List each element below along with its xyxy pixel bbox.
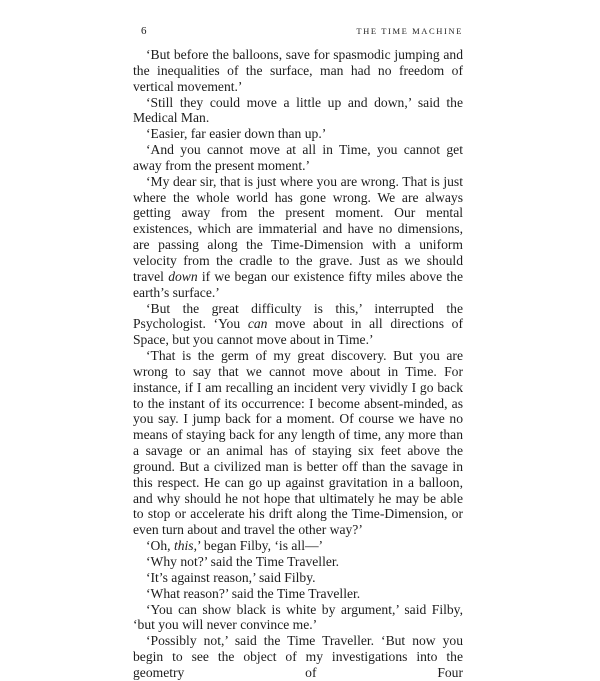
running-title: THE TIME MACHINE	[356, 26, 463, 36]
paragraph	[133, 301, 463, 349]
text-run: ‘It’s against reason,’ said Filby.	[146, 569, 316, 585]
paragraph	[133, 602, 463, 634]
text-run: if we began our existence fifty miles above the earth’s surface.’	[133, 268, 464, 300]
text-run: ‘But the great difficulty is this,’ interrupted the Psychologist. ‘You	[133, 300, 463, 332]
emphasized-text: can	[247, 316, 268, 332]
paragraph	[133, 538, 463, 554]
text-run: ‘That is the germ of my great discovery. But you are wrong to say that we cannot move about in Time. For instance, if I am recalling an incident very vividly I go back to the instant of its occurrence: I become absent-minded, as you say. I jump back for a moment. Of course we have no means of staying back for any length of time, any more than a savage or an animal has of staying six feet above the ground. But a civilized man is better off than the savage in this respect. He can go up against gravitation in a balloon, and why should he not hope that ultimately he may be able to stop or accelerate his drift along the Time-Dimension, or even turn about and travel the other way?’	[133, 348, 463, 538]
paragraph	[133, 348, 463, 538]
book-page	[133, 0, 464, 680]
paragraph	[133, 142, 463, 174]
text-run: ‘Still they could move a little up and down,’ said the Medical Man.	[133, 94, 463, 126]
paragraph	[133, 95, 463, 127]
text-run: ‘What reason?’ said the Time Traveller.	[146, 585, 361, 601]
text-run: ‘Easier, far easier down than up.’	[146, 126, 327, 142]
running-head	[133, 24, 463, 38]
paragraph	[133, 570, 463, 586]
text-run: ‘My dear sir, that is just where you are wrong. That is just where the whole world has gone wrong. We are always getting away from the present moment. Our mental existences, which are immaterial and have no dimensions, are passing along the Time-Dimension with a uniform velocity from the cradle to the grave. Just as we should travel	[133, 173, 463, 284]
page-number: 6	[141, 25, 147, 37]
emphasized-text: down	[168, 268, 198, 284]
text-run: ‘And you cannot move at all in Time, you cannot get away from the present moment.’	[133, 142, 463, 173]
text-run: ‘Possibly not,’ said the Time Traveller. ‘But now you begin to see the object of my investigations into the geometry of Four	[133, 633, 463, 680]
body-text	[133, 47, 463, 681]
text-run: ‘You can show black is white by argument,’ said Filby, ‘but you will never convince me.’	[133, 601, 463, 633]
paragraph	[133, 633, 463, 681]
paragraph	[133, 554, 463, 570]
text-run: move about in all directions of Space, but you cannot move about in Time.’	[133, 316, 463, 348]
text-run: ‘But before the balloons, save for spasmodic jumping and the inequalities of the surface, man had no freedom of vertical movement.’	[133, 47, 463, 94]
paragraph	[133, 126, 463, 142]
text-run: ‘Why not?’ said the Time Traveller.	[146, 554, 340, 569]
paragraph	[133, 174, 463, 301]
emphasized-text: this	[173, 538, 194, 554]
text-run: ,’ began Filby, ‘is all—’	[193, 538, 324, 554]
paragraph	[133, 586, 463, 602]
text-run: ‘Oh,	[146, 538, 174, 554]
paragraph	[133, 47, 463, 95]
